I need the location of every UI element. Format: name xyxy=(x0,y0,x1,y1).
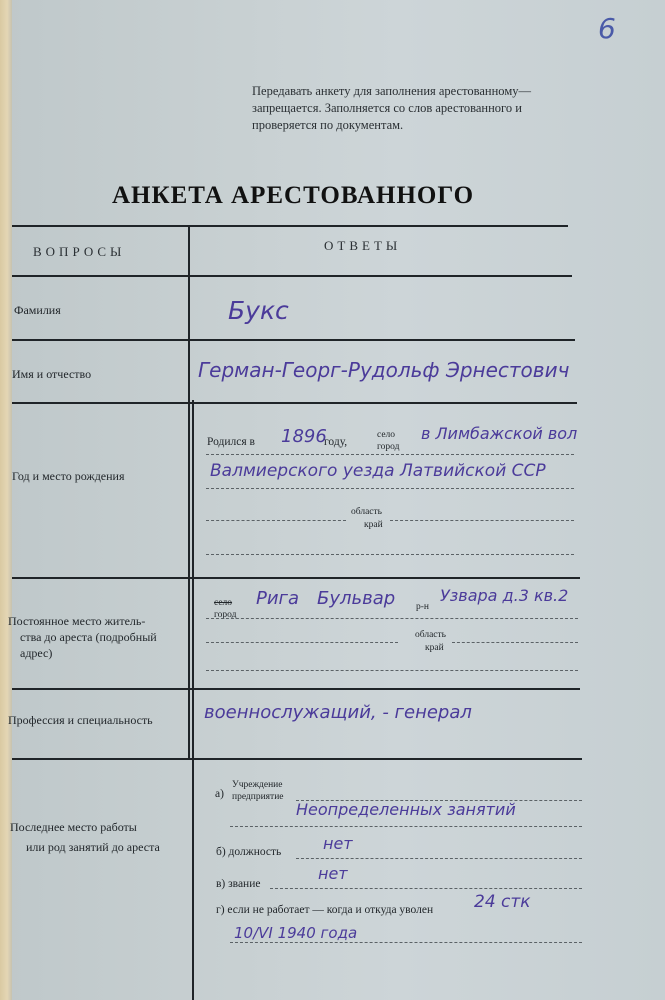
question-profession: Профессия и специальность xyxy=(8,713,153,727)
column-divider-lower xyxy=(192,400,194,1000)
born-label: Родился в xyxy=(207,436,255,448)
header-bottom-border xyxy=(12,275,572,277)
question-birth: Год и место рождения xyxy=(12,469,125,483)
dismissed-dotted-line xyxy=(230,942,582,944)
notice-line-2: запрещается. Заполняется со слов арестованного и xyxy=(252,101,522,115)
column-divider-upper xyxy=(188,225,190,760)
table-top-border xyxy=(12,225,568,227)
work-a-label: а) xyxy=(215,788,224,800)
address-dotted-line-4 xyxy=(206,670,578,672)
address-city-label: город xyxy=(214,610,237,620)
binding-fold xyxy=(0,0,12,1000)
rank-value: нет xyxy=(318,864,348,883)
address-city: Рига xyxy=(256,588,300,609)
enterprise-label: предприятие xyxy=(232,792,284,802)
birth-dotted-line-4 xyxy=(390,520,574,522)
question-address-line-2: ства до ареста (подробный xyxy=(20,630,157,644)
question-work-line-1: Последнее место работы xyxy=(10,820,137,834)
birth-krai-label: край xyxy=(364,520,383,530)
question-work-line-2: или род занятий до ареста xyxy=(26,840,160,854)
birth-dotted-line-5 xyxy=(206,554,574,556)
birth-place-line-2: Валмиерского уезда Латвийской ССР xyxy=(210,461,546,481)
row-border-1 xyxy=(12,339,575,341)
position-dotted-line xyxy=(296,858,582,860)
question-surname: Фамилия xyxy=(14,303,61,317)
question-address-line-3: адрес) xyxy=(20,646,53,660)
institution-value: Неопределенных занятий xyxy=(296,800,516,819)
answer-profession: военнослужащий, - генерал xyxy=(204,702,472,723)
birth-village-label: село xyxy=(377,430,396,440)
question-name: Имя и отчество xyxy=(12,367,92,381)
birth-oblast-label: область xyxy=(351,507,383,517)
row-border-4 xyxy=(12,688,580,690)
address-dotted-line-1 xyxy=(206,618,578,620)
notice-text xyxy=(252,83,602,134)
form-title: АНКЕТА АРЕСТОВАННОГО xyxy=(112,182,475,209)
birth-dotted-line-1 xyxy=(206,454,574,456)
dismissed-value-1: 24 стк xyxy=(474,892,531,912)
page-number: 6 xyxy=(598,12,616,45)
institution-label: Учреждение xyxy=(232,780,283,790)
dismissed-value-2: 10/VI 1940 года xyxy=(234,924,358,942)
address-oblast-label: область xyxy=(415,630,447,640)
answer-surname: Букс xyxy=(228,296,289,325)
row-border-5 xyxy=(12,758,582,760)
answer-name: Герман-Георг-Рудольф Эрнестович xyxy=(198,358,570,382)
row-border-3 xyxy=(12,577,580,579)
year-suffix: году, xyxy=(324,436,348,448)
address-krai-label: край xyxy=(425,643,444,653)
address-village-label: село xyxy=(214,598,233,608)
birth-dotted-line-2 xyxy=(206,488,574,490)
rank-label: в) звание xyxy=(216,878,261,890)
birth-city-label: город xyxy=(377,442,400,452)
birth-place-line-1: в Лимбажской вол xyxy=(421,424,578,443)
header-answers: ОТВЕТЫ xyxy=(324,238,402,253)
birth-year: 1896 xyxy=(281,426,327,447)
address-district-label: р-н xyxy=(416,602,429,612)
rank-dotted-line xyxy=(270,888,582,890)
notice-line-1: Передавать анкету для заполнения арестованному— xyxy=(252,84,531,98)
question-address-line-1: Постоянное место житель- xyxy=(8,614,146,628)
position-value: нет xyxy=(323,834,353,853)
position-label: б) должность xyxy=(216,846,282,858)
address-district: Узвара д.3 кв.2 xyxy=(440,586,569,605)
row-border-2 xyxy=(12,402,577,404)
address-dotted-line-3 xyxy=(452,642,578,644)
birth-dotted-line-3 xyxy=(206,520,346,522)
institution-dotted-line-2 xyxy=(230,826,582,828)
dismissed-label: г) если не работает — когда и откуда уволен xyxy=(216,904,434,916)
notice-line-3: проверяется по документам. xyxy=(252,118,404,132)
address-dotted-line-2 xyxy=(206,642,398,644)
address-street: Бульвар xyxy=(317,588,396,609)
header-questions: ВОПРОСЫ xyxy=(33,244,126,259)
